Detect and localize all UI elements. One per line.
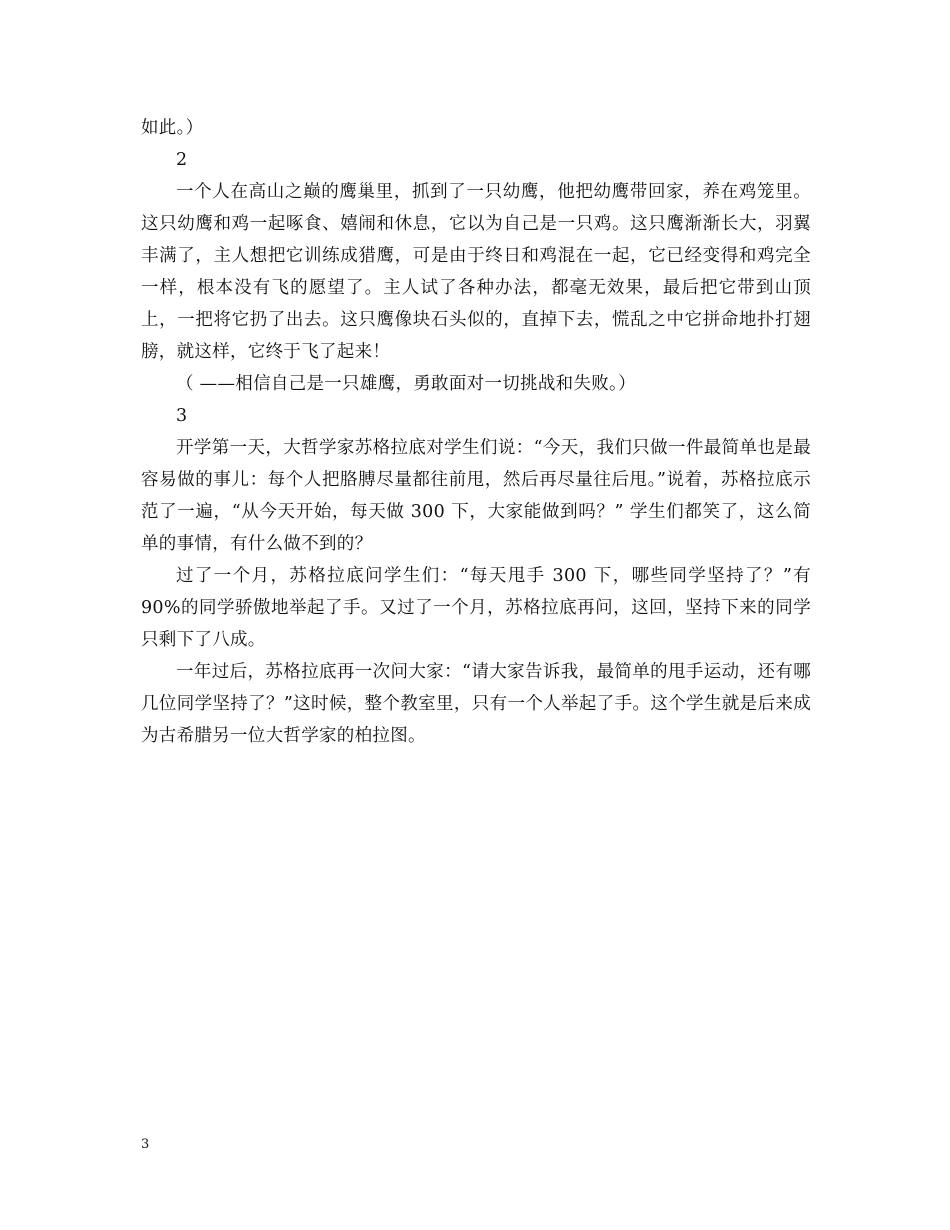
paragraph-socrates-one-year: 一年过后，苏格拉底再一次问大家：“请大家告诉我，最简单的甩手运动，还有哪几位同学坚持了？”这时候，整个教室里，只有一个人举起了手。这个学生就是后来成为古希腊另一位大哲学家的柏拉图。 [141,662,811,746]
paragraph-socrates-first-day: 开学第一天，大哲学家苏格拉底对学生们说：“今天，我们只做一件最简单也是最容易做的事儿：每个人把胳膊尽量都往前甩，然后再尽量往后甩。”说着，苏格拉底示范了一遍，“从今天开始，每天做 300 下，大家能做到吗？” 学生们都笑了，这么简单的事情，有什么做不到的？ [141,438,811,554]
paragraph-continuation: 如此。） [141,118,204,138]
paragraph-eagle-moral: （ ——相信自己是一只雄鹰，勇敢面对一切挑战和失败。） [176,374,636,394]
page-number: 3 [141,1137,150,1152]
paragraph-socrates-one-month: 过了一个月，苏格拉底问学生们：“每天甩手 300 下，哪些同学坚持了？”有 90%的同学骄傲地举起了手。又过了一个月，苏格拉底再问，这回，坚持下来的同学只剩下了八成。 [141,566,811,650]
document-body [141,112,811,752]
section-number-3: 3 [176,406,188,426]
paragraph-eagle-story: 一个人在高山之巅的鹰巢里，抓到了一只幼鹰，他把幼鹰带回家，养在鸡笼里。这只幼鹰和鸡一起啄食、嬉闹和休息，它以为自己是一只鸡。这只鹰渐渐长大，羽翼丰满了，主人想把它训练成猎鹰，可是由于终日和鸡混在一起，它已经变得和鸡完全一样，根本没有飞的愿望了。主人试了各种办法，都毫无效果，最后把它带到山顶上，一把将它扔了出去。这只鹰像块石头似的，直掉下去，慌乱之中它拼命地扑打翅膀，就这样，它终于飞了起来！ [141,182,811,362]
section-number-2: 2 [176,150,188,170]
